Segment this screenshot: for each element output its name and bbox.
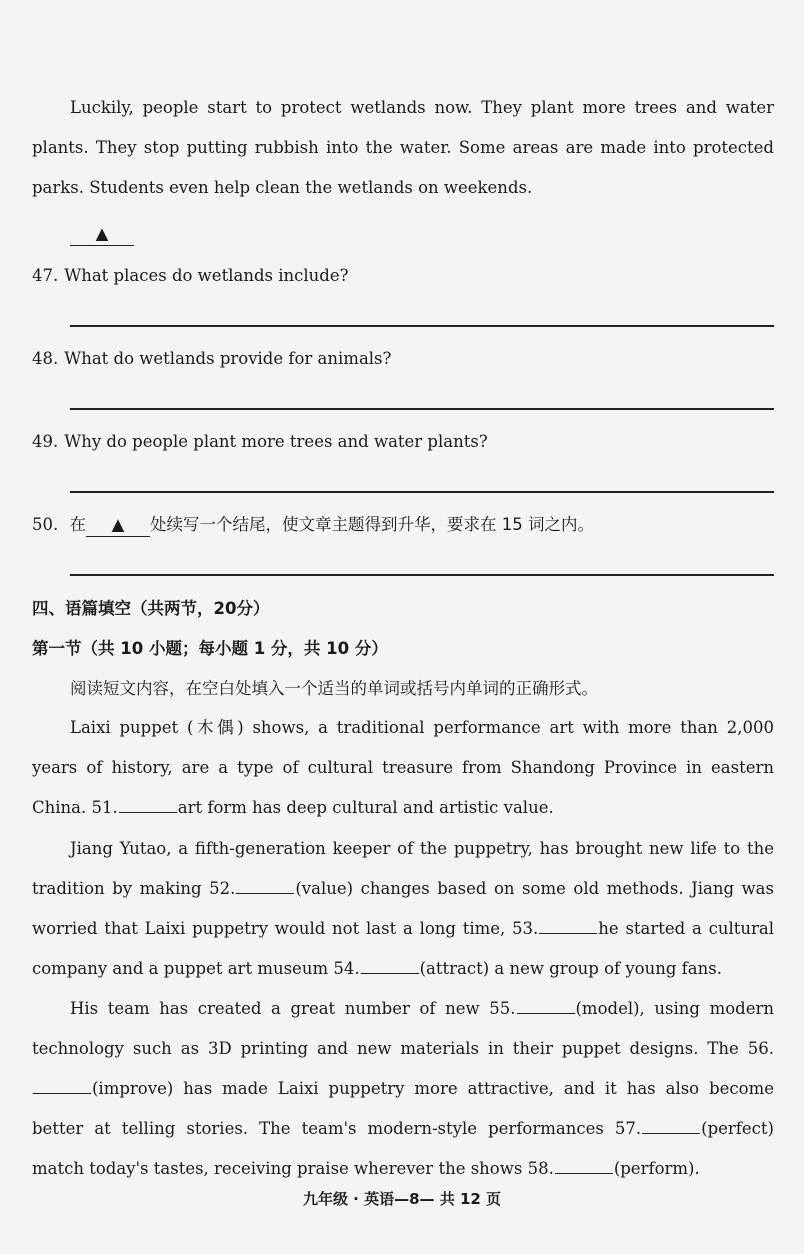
para2-text-c: he started a cultural company and a puppet art museum 54. [32,919,774,978]
question-47 [32,264,348,288]
section-4-title: 四、语篇填空（共两节，20分） [32,599,270,618]
cloze-paragraph-2 [32,829,774,989]
para3-text-d: (perfect) match today's tastes, receiving praise wherever the shows 58. [32,1119,774,1178]
blank-57[interactable] [642,1115,700,1134]
blank-53[interactable] [539,915,597,934]
question-49 [32,430,488,454]
para3-text-e: (perform). [613,1159,700,1178]
question-text: What do wetlands provide for animals? [64,349,392,368]
passage-ending-paragraph: Luckily, people start to protect wetlands now. They plant more trees and water plants. They stop putting rubbish into the water. Some areas are made into protected parks. Students even help clean the wetlands on weekends. [32,98,774,197]
para2-text-b: (value) changes based on some old methods. Jiang was worried that Laixi puppetry would not last a long time, 53. [32,879,774,938]
passage-blank-marker [70,222,134,246]
answer-line-47[interactable] [70,325,774,327]
question-number: 50. [32,515,59,534]
blank-58[interactable] [555,1155,613,1174]
question-number: 47. [32,266,59,285]
question-number: 49. [32,432,59,451]
triangle-icon: ▲ [70,223,134,246]
blank-54[interactable] [361,955,419,974]
blank-51[interactable] [119,794,177,813]
answer-line-48[interactable] [70,408,774,410]
answer-line-49[interactable] [70,491,774,493]
question-50 [32,513,594,537]
section-4-instruction: 阅读短文内容，在空白处填入一个适当的单词或括号内单词的正确形式。 [70,679,598,698]
para2-text-d: (attract) a new group of young fans. [419,959,722,978]
question-text: What places do wetlands include? [64,266,349,285]
blank-56[interactable] [33,1075,91,1094]
para3-text-c: (improve) has made Laixi puppetry more attractive, and it has also become better at telling stories. The team's modern-style performances 57. [32,1079,774,1138]
page-footer: 九年级 · 英语—8— 共 12 页 [302,1190,502,1208]
question-number: 48. [32,349,59,368]
para1-text-a: Laixi puppet (木偶) shows, a traditional performance art with more than 2,000 years of history, are a type of cultural treasure from Shandong Province in eastern China. 51. [32,718,774,817]
para3-text-a: His team has created a great number of new 55. [70,999,516,1018]
answer-line-50[interactable] [70,574,774,576]
para3-text-b: (model), using modern technology such as 3D printing and new materials in their puppet designs. The 56. [32,999,774,1058]
blank-55[interactable] [517,995,575,1014]
section-4-part-1: 第一节（共 10 小题；每小题 1 分，共 10 分） [32,639,388,658]
para1-text-b: art form has deep cultural and artistic value. [177,798,554,817]
question-text: Why do people plant more trees and water plants? [64,432,488,451]
triangle-icon: ▲ [86,514,150,537]
cloze-paragraph-3 [32,989,774,1189]
blank-52[interactable] [236,875,294,894]
q50-instruction: 处续写一个结尾，使文章主题得到升华，要求在 15 词之内。 [150,515,594,534]
q50-prefix: 在 [69,515,86,534]
question-48 [32,347,391,371]
cloze-paragraph-1 [32,708,774,828]
para2-text-a: Jiang Yutao, a fifth-generation keeper of the puppetry, has brought new life to the tradition by making 52. [32,839,774,898]
